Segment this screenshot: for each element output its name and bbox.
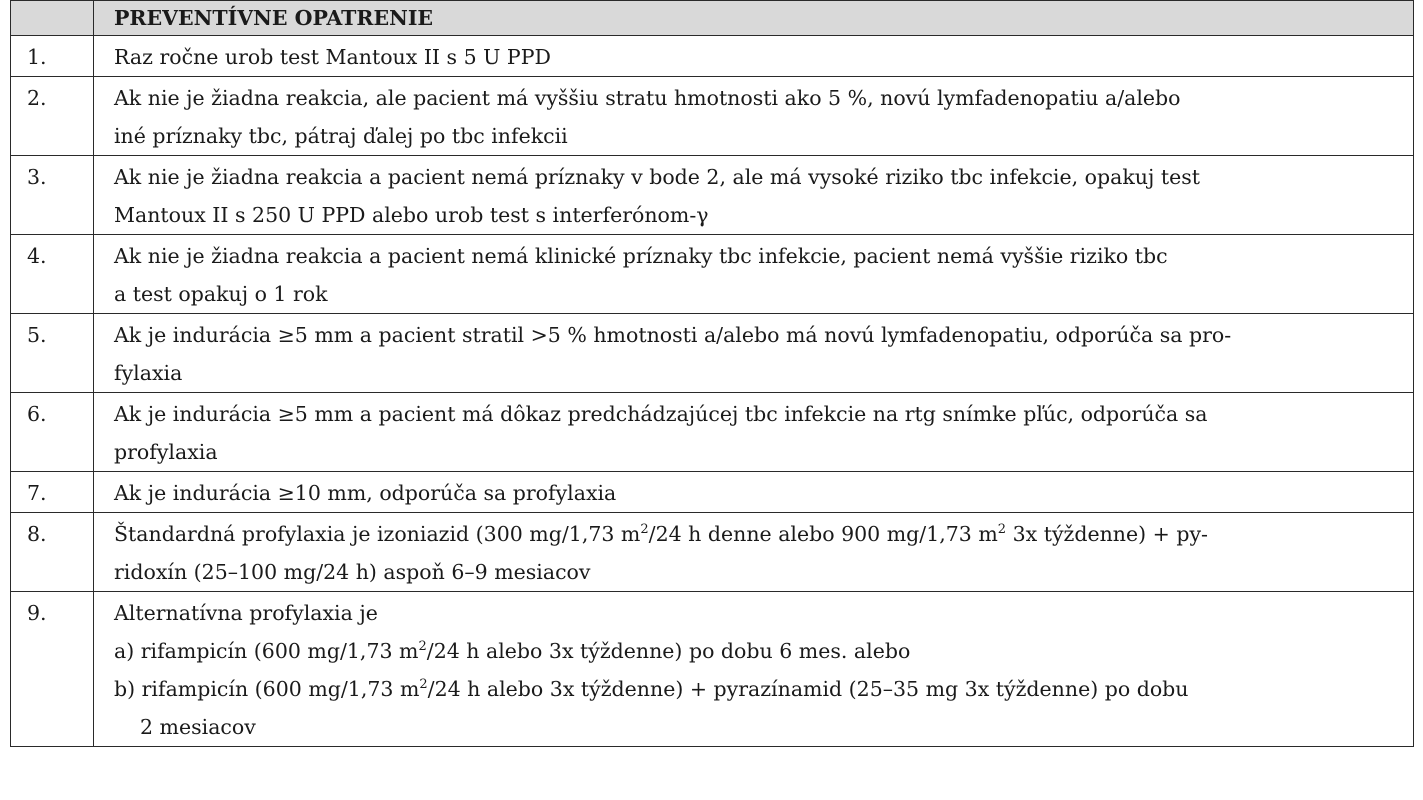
row-text xyxy=(94,393,1414,472)
header-label-cell: PREVENTÍVNE OPATRENIE xyxy=(94,1,1414,36)
row-text-line: fylaxia xyxy=(114,361,183,385)
row-number: 5. xyxy=(11,314,94,393)
row-text-line: b) rifampicín (600 mg/1,73 $m^2/24$ h alebo 3x týždenne) + pyrazínamid (25–35 mg 3x týždenne) po dobu xyxy=(114,677,1189,701)
table-row xyxy=(11,592,1414,747)
table-row xyxy=(11,472,1414,513)
row-text xyxy=(94,513,1414,592)
row-number: 1. xyxy=(11,36,94,77)
table-row xyxy=(11,393,1414,472)
table-row xyxy=(11,36,1414,77)
table-header-row xyxy=(11,1,1414,36)
row-text-line: iné príznaky tbc, pátraj ďalej po tbc infekcii xyxy=(114,124,568,148)
row-text-line: Ak nie je žiadna reakcia a pacient nemá príznaky v bode 2, ale má vysoké riziko tbc infekcie, opakuj test xyxy=(114,165,1200,189)
table-row xyxy=(11,235,1414,314)
prevention-table xyxy=(10,0,1414,747)
row-text xyxy=(94,592,1414,747)
table-row xyxy=(11,156,1414,235)
row-number: 6. xyxy=(11,393,94,472)
row-number: 8. xyxy=(11,513,94,592)
row-text xyxy=(94,314,1414,393)
header-number-cell xyxy=(11,1,94,36)
row-text-line: Raz ročne urob test Mantoux II s 5 U PPD xyxy=(114,45,551,69)
row-number: 3. xyxy=(11,156,94,235)
document-page xyxy=(10,0,1413,747)
table-body xyxy=(11,36,1414,747)
row-text xyxy=(94,235,1414,314)
row-text-line: Ak nie je žiadna reakcia, ale pacient má vyššiu stratu hmotnosti ako 5 %, novú lymfadenopatiu a/alebo xyxy=(114,86,1181,110)
table-row xyxy=(11,314,1414,393)
row-text-line: Ak je indurácia ≥10 mm, odporúča sa profylaxia xyxy=(114,481,617,505)
row-text-line: Mantoux II s 250 U PPD alebo urob test s interferónom-γ xyxy=(114,203,709,227)
row-text xyxy=(94,36,1414,77)
row-text xyxy=(94,156,1414,235)
row-text-line: ridoxín (25–100 mg/24 h) aspoň 6–9 mesiacov xyxy=(114,560,591,584)
row-text-line: profylaxia xyxy=(114,440,218,464)
row-text xyxy=(94,472,1414,513)
row-number: 7. xyxy=(11,472,94,513)
row-text xyxy=(94,77,1414,156)
row-text-line: Alternatívna profylaxia je xyxy=(114,601,378,625)
table-row xyxy=(11,77,1414,156)
row-number: 4. xyxy=(11,235,94,314)
row-text-line: 2 mesiacov xyxy=(140,715,256,739)
row-text-line: a test opakuj o 1 rok xyxy=(114,282,328,306)
row-text-line: Ak je indurácia ≥5 mm a pacient stratil >5 % hmotnosti a/alebo má novú lymfadenopatiu, odporúča sa pro- xyxy=(114,323,1232,347)
table-row xyxy=(11,513,1414,592)
row-number: 2. xyxy=(11,77,94,156)
row-text-line: Štandardná profylaxia je izoniazid (300 mg/1,73 $m^2/24$ h denne alebo 900 mg/1,73 $m^2$ 3x týždenne) + py- xyxy=(114,522,1208,546)
row-text-line: Ak je indurácia ≥5 mm a pacient má dôkaz predchádzajúcej tbc infekcie na rtg snímke pľúc, odporúča sa xyxy=(114,402,1208,426)
row-text-line: a) rifampicín (600 mg/1,73 $m^2/24$ h alebo 3x týždenne) po dobu 6 mes. alebo xyxy=(114,639,911,663)
row-text-line: Ak nie je žiadna reakcia a pacient nemá klinické príznaky tbc infekcie, pacient nemá vyššie riziko tbc xyxy=(114,244,1168,268)
row-number: 9. xyxy=(11,592,94,747)
